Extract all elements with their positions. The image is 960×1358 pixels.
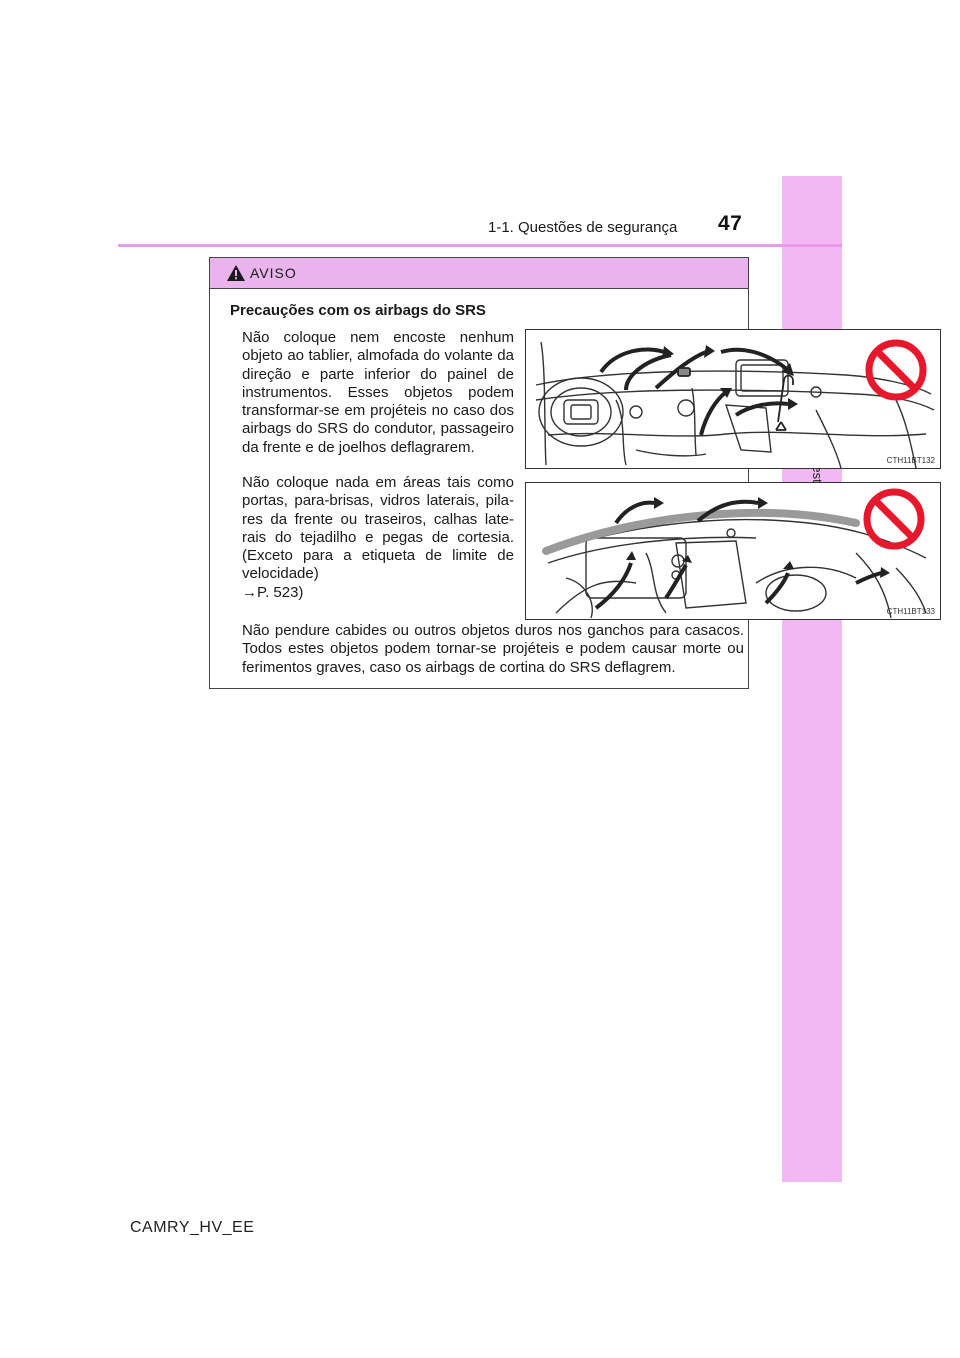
warning-paragraph-windows-text: Não coloque nada em áreas tais como portas, para-brisas, vidros laterais, pila-res da frente ou traseiros, calhas late-rais do tejadilho e pegas de cortesia. (Exceto para a etiqueta de limite de velocidade) (242, 474, 514, 583)
dashboard-illustration (525, 329, 941, 469)
prohibition-sign-icon (867, 492, 921, 546)
warning-title: AVISO (250, 265, 297, 281)
figure-code: CTH11BT133 (886, 607, 935, 616)
warning-triangle-icon (226, 264, 246, 282)
warning-paragraph-dashboard: Não coloque nem encoste nenhum objeto ao tablier, almofada do volante da direção e parte inferior do painel de instrumentos. Esses objetos podem transformar-se em projéteis no caso dos airbags do SRS do condutor, passageiro da frente e de joelhos deflagrarem. (242, 329, 514, 456)
figure-code: CTH11BT132 (886, 456, 935, 465)
page-number: 47 (718, 212, 743, 235)
document-code: CAMRY_HV_EE (130, 1219, 255, 1236)
header-divider (118, 244, 842, 247)
cabin-drawing (526, 483, 941, 620)
cabin-illustration (525, 482, 941, 620)
warning-paragraph-coat-hooks: Não pendure cabides ou outros objetos duros nos ganchos para casacos. Todos estes objetos podem tornar-se projéteis e podem causar morte ou ferimentos graves, caso os airbags de cortina do SRS deflagrem. (242, 622, 744, 676)
warning-header (210, 258, 748, 289)
page-reference: →P. 523) (242, 583, 304, 601)
dashboard-drawing (526, 330, 941, 469)
warning-subtitle: Precauções com os airbags do SRS (230, 302, 486, 319)
warning-paragraph-windows (242, 474, 514, 602)
side-tab (782, 176, 842, 1182)
section-title: 1-1. Questões de segurança (488, 219, 678, 236)
prohibition-sign-icon (869, 343, 923, 397)
chapter-title: Questões (810, 448, 825, 504)
